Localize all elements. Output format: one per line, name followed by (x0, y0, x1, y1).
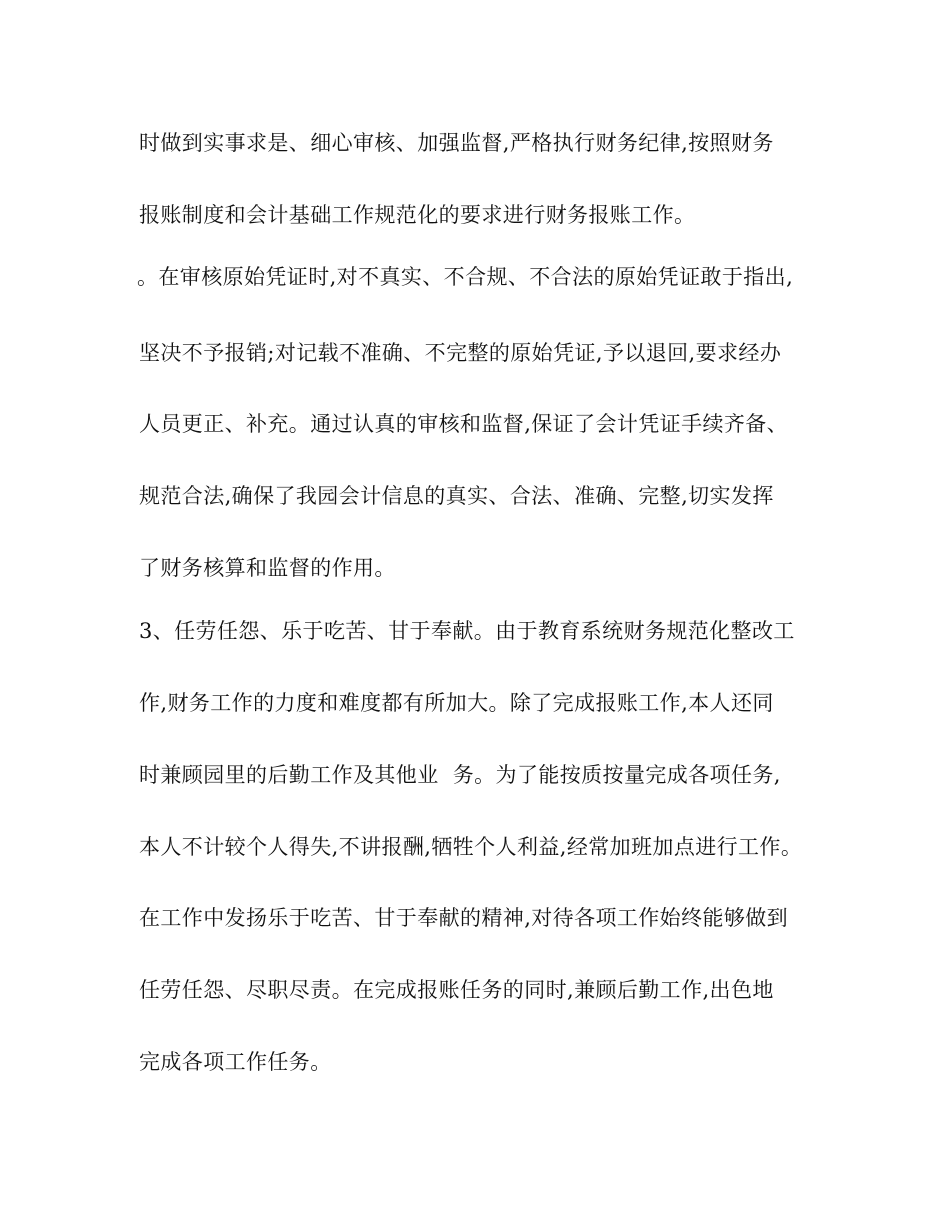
paragraph-line: 人员更正、补充。通过认真的审核和监督,保证了会计凭证手续齐备、 (139, 412, 789, 436)
paragraph-line: 坚决不予报销;对记载不准确、不完整的原始凭证,予以退回,要求经办 (139, 341, 782, 365)
paragraph-line: 时兼顾园里的后勤工作及其他业 务。为了能按质按量完成各项任务, (139, 763, 781, 787)
paragraph-line: 任劳任怨、尽职尽责。在完成报账任务的同时,兼顾后勤工作,出色地 (139, 978, 774, 1002)
paragraph-line: 了财务核算和监督的作用。 (139, 556, 396, 580)
paragraph-line: 报账制度和会计基础工作规范化的要求进行财务报账工作。 (139, 203, 696, 227)
paragraph-line: 。在审核原始凭证时,对不真实、不合规、不合法的原始凭证敢于指出, (137, 265, 794, 289)
paragraph-line: 作,财务工作的力度和难度都有所加大。除了完成报账工作,本人还同 (139, 691, 774, 715)
paragraph-line: 本人不计较个人得失,不讲报酬,牺牲个人利益,经常加班加点进行工作。 (139, 835, 803, 859)
paragraph-line: 规范合法,确保了我园会计信息的真实、合法、准确、完整,切实发挥 (139, 484, 774, 508)
paragraph-line: 3、任劳任怨、乐于吃苦、甘于奉献。由于教育系统财务规范化整改工 (139, 619, 795, 643)
paragraph-line: 时做到实事求是、细心审核、加强监督,严格执行财务纪律,按照财务 (139, 131, 774, 155)
paragraph-line: 完成各项工作任务。 (139, 1050, 332, 1074)
paragraph-line: 在工作中发扬乐于吃苦、甘于奉献的精神,对待各项工作始终能够做到 (139, 906, 789, 930)
